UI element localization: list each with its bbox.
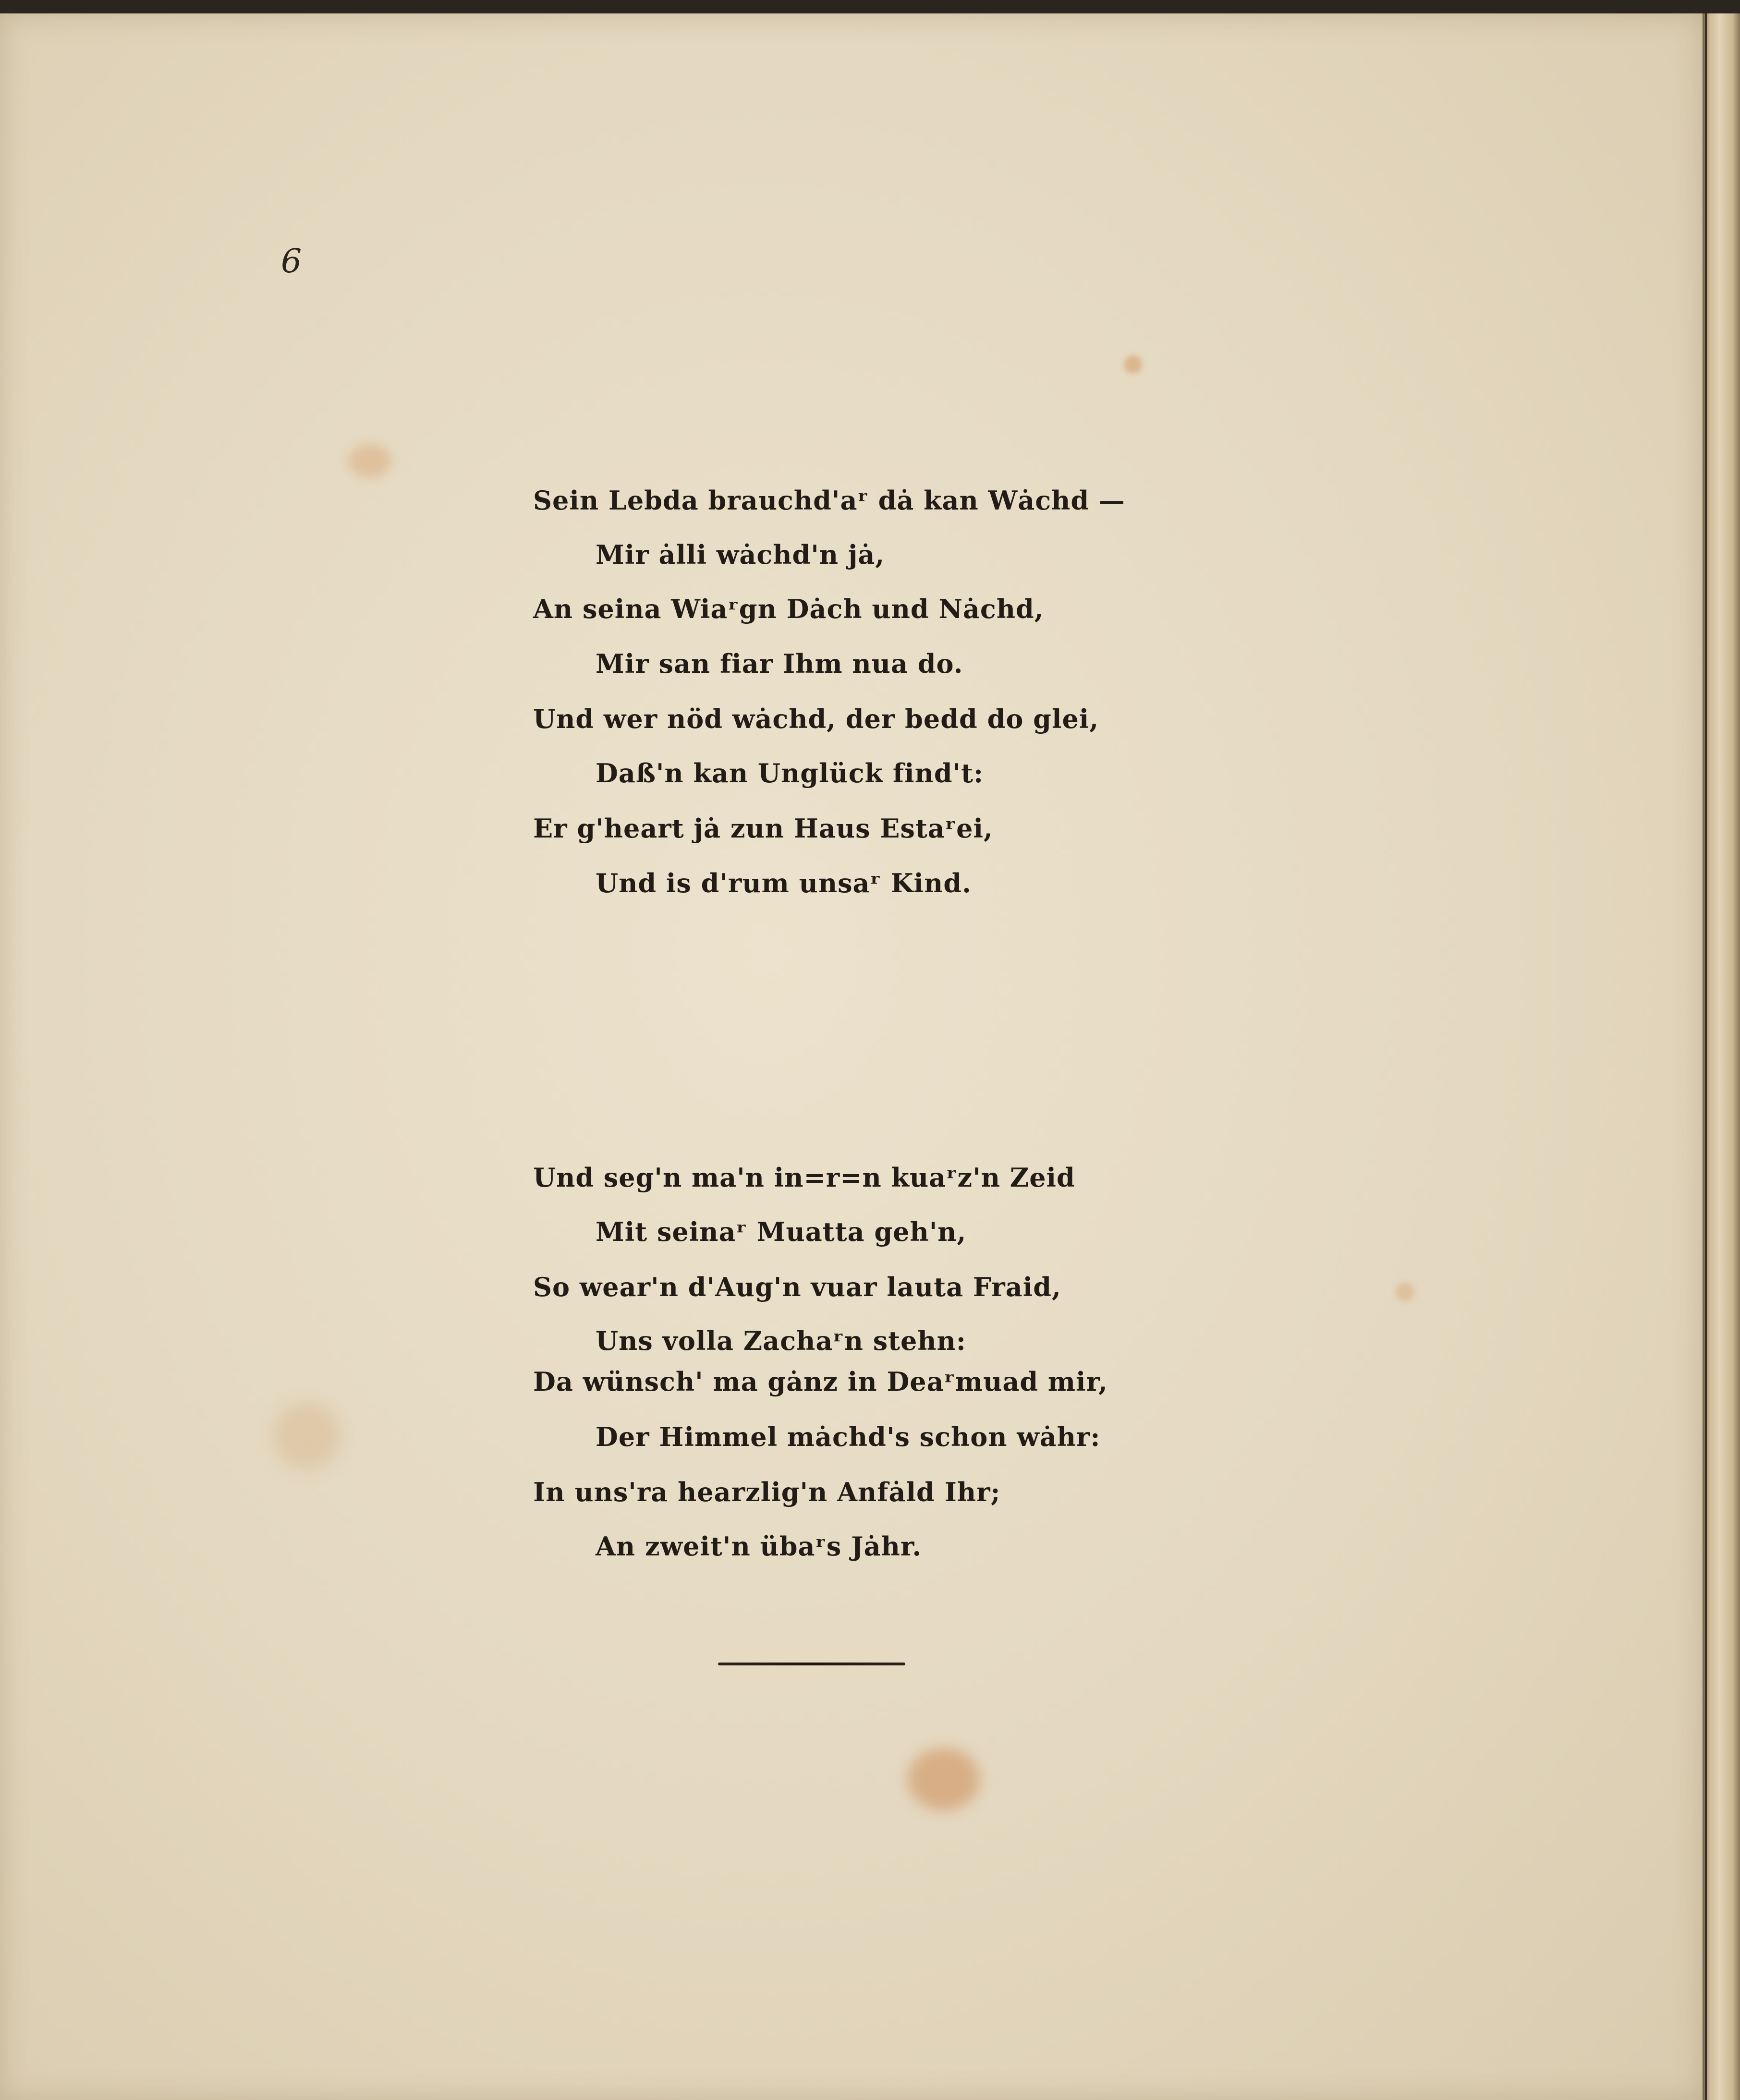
verse-line: So wear'n d'Aug'n vuar lauta Fraid, xyxy=(533,1272,1061,1302)
end-rule-divider xyxy=(718,1663,905,1665)
verse-line: Uns volla Zachaʳn stehn: xyxy=(596,1325,966,1356)
verse-line: Daß'n kan Unglück find't: xyxy=(596,758,984,789)
verse-line: Da wünsch' ma gȧnz in Deaʳmuad mir, xyxy=(533,1366,1108,1397)
verse-line: Und seg'n ma'n in=r=n kuaʳz'n Zeid xyxy=(533,1162,1075,1193)
foxing-stain xyxy=(1124,355,1142,374)
binding-edge xyxy=(1705,13,1707,2100)
verse-line: In uns'ra hearzlig'n Anfȧld Ihr; xyxy=(533,1477,1001,1507)
book-page xyxy=(0,13,1703,2100)
verse-line: Mir san fiar Ihm nua do. xyxy=(596,648,963,679)
verse-line: Der Himmel mȧchd's schon wȧhr: xyxy=(596,1421,1101,1452)
verse-line: Mit seinaʳ Muatta geh'n, xyxy=(596,1216,967,1247)
foxing-stain xyxy=(908,1748,980,1810)
verse-line: Mir ȧlli wȧchd'n jȧ, xyxy=(596,539,885,570)
verse-line: Sein Lebda brauchd'aʳ dȧ kan Wȧchd — xyxy=(533,485,1125,516)
verse-line: Und is d'rum unsaʳ Kind. xyxy=(596,868,972,898)
page-number: 6 xyxy=(281,243,302,280)
verse-line: An seina Wiaʳgn Dȧch und Nȧchd, xyxy=(533,594,1044,624)
foxing-stain xyxy=(1395,1282,1414,1301)
verse-line: Und wer nöd wȧchd, der bedd do glei, xyxy=(533,704,1099,734)
foxing-stain xyxy=(274,1402,341,1469)
foxing-stain xyxy=(348,444,391,478)
page-fold xyxy=(1703,13,1740,2100)
verse-line: An zweit'n übaʳs Jȧhr. xyxy=(596,1531,922,1562)
verse-line: Er g'heart jȧ zun Haus Estaʳei, xyxy=(533,813,993,844)
